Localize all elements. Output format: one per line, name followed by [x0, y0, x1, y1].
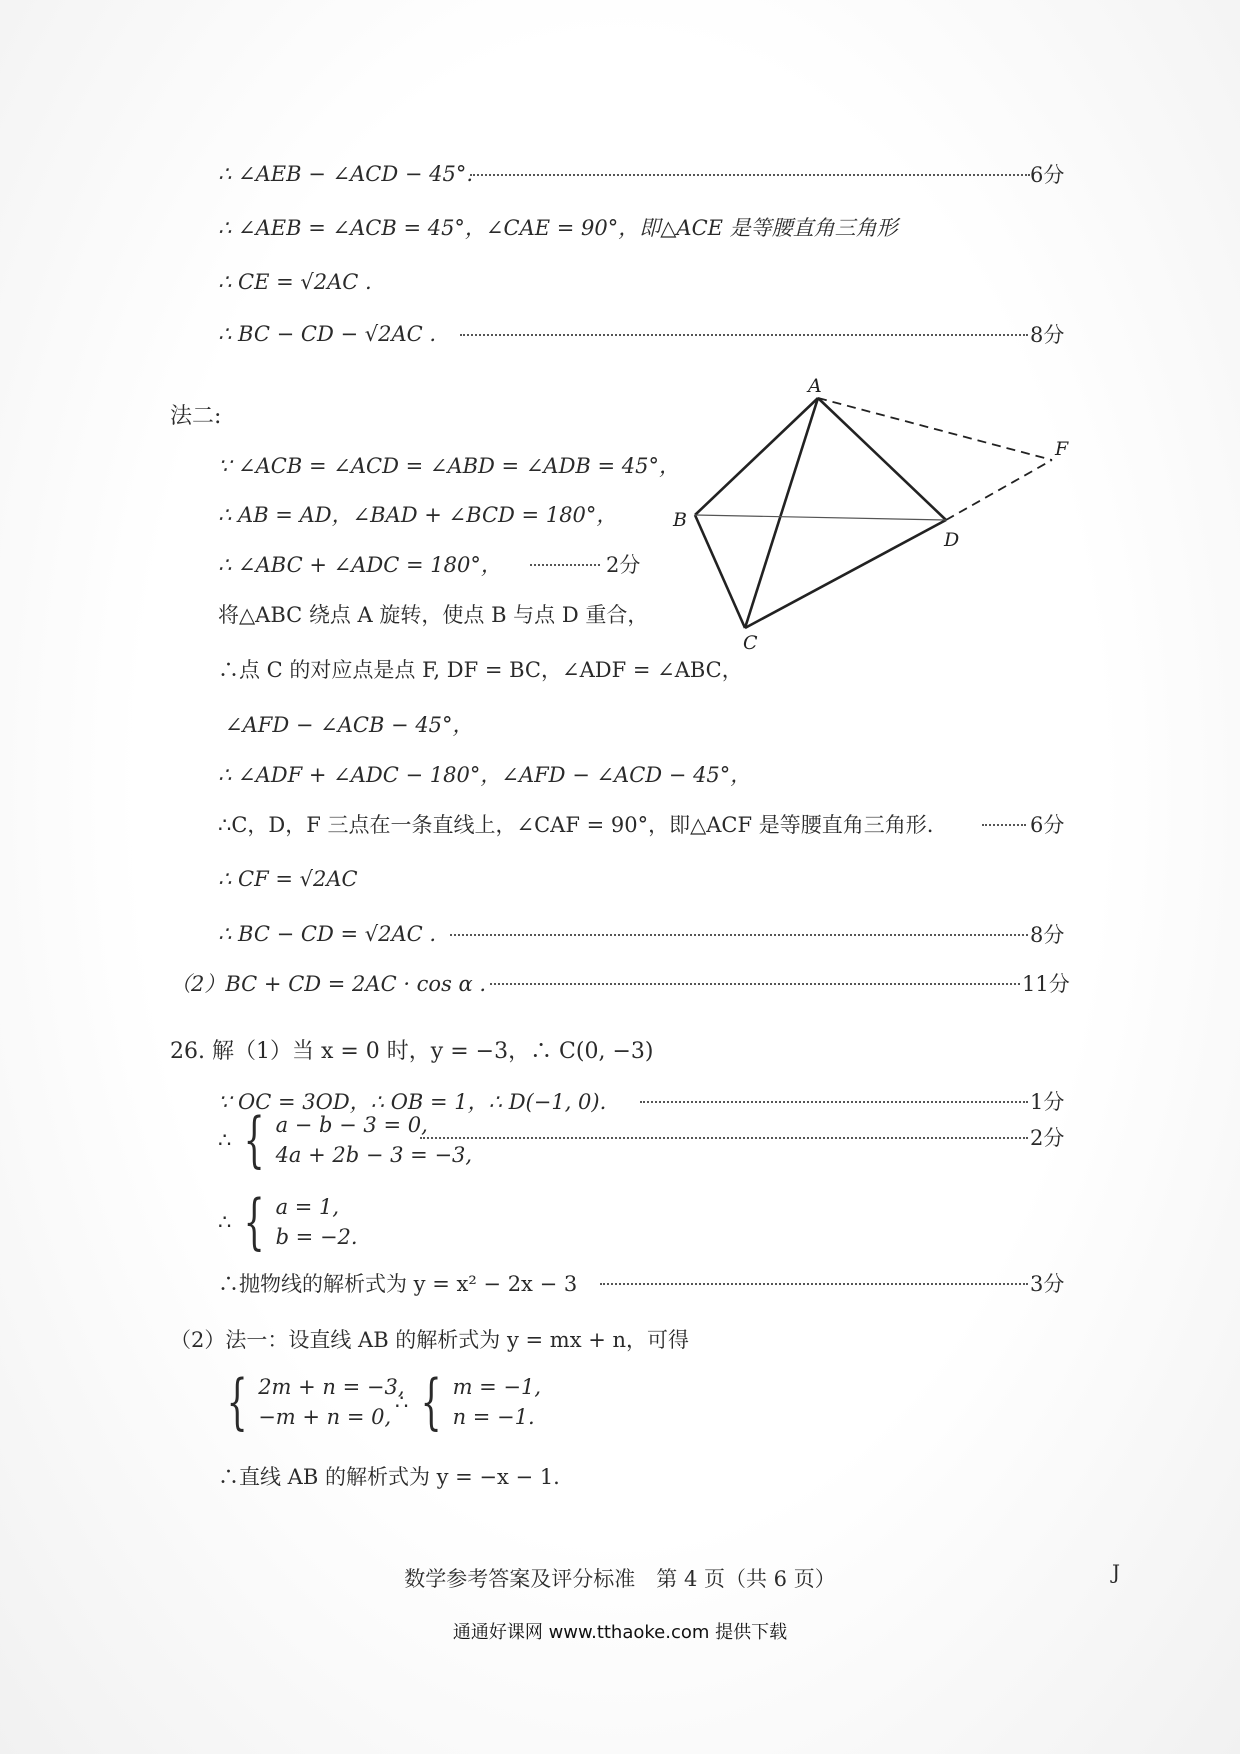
score: 3分	[1030, 1272, 1065, 1296]
equation: −m + n = 0,	[258, 1405, 392, 1429]
vertex-label-B: B	[673, 509, 687, 531]
equation: m = −1,	[452, 1375, 542, 1399]
score: 6分	[1030, 813, 1065, 837]
solution-line: ∠AFD − ∠ACB − 45°，	[225, 713, 474, 737]
equation: 2m + n = −3,	[258, 1375, 405, 1399]
equation: a = 1,	[275, 1195, 340, 1219]
equation: 4a + 2b − 3 = −3,	[275, 1143, 473, 1167]
solution-line: ∴点 C 的对应点是点 F, DF = BC，∠ADF = ∠ABC，	[218, 658, 743, 682]
method-heading: 法二:	[170, 403, 222, 429]
brace: {	[243, 1105, 265, 1175]
solution-line: ∵ OC = 3OD，∴ OB = 1，∴ D(−1, 0). 1分	[0, 1082, 1240, 1120]
score: 1分	[1030, 1090, 1065, 1114]
solution-line: ∴ ∠ABC + ∠ADC = 180°， 2分	[0, 545, 700, 583]
segment-DF	[946, 460, 1052, 520]
segment-BD	[695, 515, 946, 520]
vertex-label-D: D	[944, 529, 960, 551]
segment-BC	[695, 515, 745, 628]
brace: {	[226, 1367, 248, 1437]
solution-line: ∴ ∠AEB − ∠ACD − 45°. 6分	[0, 155, 1240, 193]
score: 2分	[1030, 1126, 1065, 1150]
solution-line: ∴ AB = AD，∠BAD + ∠BCD = 180°，	[218, 503, 618, 527]
equation: n = −1.	[452, 1405, 535, 1429]
score: 2分	[606, 553, 641, 577]
score: 6分	[1030, 163, 1065, 187]
page-footer: 数学参考答案及评分标准 第 4 页（共 6 页）	[404, 1567, 836, 1591]
solution-line: 将△ABC 绕点 A 旋转，使点 B 与点 D 重合，	[218, 603, 649, 627]
solution-line: ∴ CE = √2AC .	[218, 270, 372, 294]
solution-line: ∴ CF = √2AC	[218, 867, 358, 891]
solution-line: ∴抛物线的解析式为 y = x² − 2x − 3 3分	[0, 1264, 1240, 1302]
equation-system: ∴ { m = −1, n = −1.	[395, 1367, 542, 1437]
solution-line: ∴ ∠ADF + ∠ADC − 180°，∠AFD − ∠ACD − 45°，	[218, 763, 752, 787]
equation-system: ∴ { a = 1, b = −2.	[218, 1187, 358, 1257]
solution-line: ∴ ∠AEB = ∠ACB = 45°，∠CAE = 90°，即△ACE 是等腰直角三角形	[218, 216, 898, 240]
score: 11分	[1022, 972, 1070, 996]
solution-line: ∴ BC − CD − √2AC . 8分	[0, 315, 1240, 353]
brace: {	[420, 1367, 442, 1437]
vertex-label-A: A	[808, 375, 822, 397]
solution-line: ∴ BC − CD = √2AC . 8分	[0, 915, 1240, 953]
segment-AF	[818, 398, 1052, 460]
equation-system: ∴ { a − b − 3 = 0, 4a + 2b − 3 = −3,	[218, 1105, 473, 1175]
solution-line: ∴C，D，F 三点在一条直线上，∠CAF = 90°，即△ACF 是等腰直角三角形. 6分	[0, 805, 1240, 843]
score: 8分	[1030, 323, 1065, 347]
solution-line: （2）BC + CD = 2AC · cos α . 11分	[0, 964, 1240, 1002]
solution-line: ∵ ∠ACB = ∠ACD = ∠ABD = ∠ADB = 45°，	[218, 454, 681, 478]
solution-line: （2）法一：设直线 AB 的解析式为 y = mx + n，可得	[170, 1328, 690, 1352]
source-watermark: 通通好课网 www.tthaoke.com 提供下载	[452, 1622, 788, 1643]
score: 8分	[1030, 923, 1065, 947]
equation: a − b − 3 = 0,	[275, 1113, 428, 1137]
brace: {	[243, 1187, 265, 1257]
problem-heading: 26. 解（1）当 x = 0 时，y = −3，∴ C(0, −3)	[170, 1038, 654, 1064]
vertex-label-C: C	[743, 632, 758, 654]
solution-line: ∴直线 AB 的解析式为 y = −x − 1.	[218, 1465, 560, 1489]
vertex-label-F: F	[1055, 438, 1069, 460]
equation: b = −2.	[275, 1225, 358, 1249]
segment-AD	[818, 398, 946, 520]
corner-mark: J	[1112, 1560, 1121, 1584]
